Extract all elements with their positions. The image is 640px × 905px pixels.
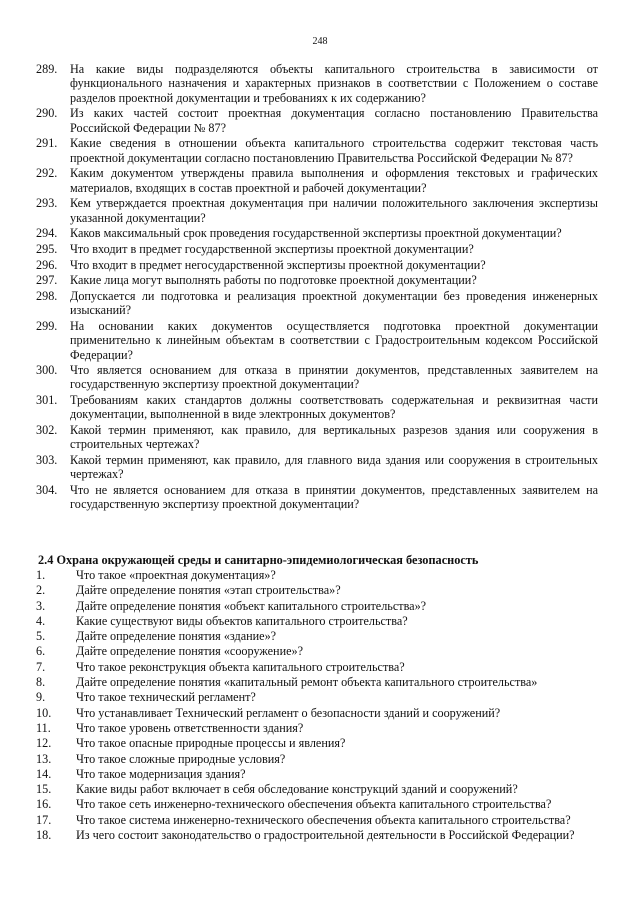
question-text: Дайте определение понятия «этап строительства»?	[76, 583, 341, 598]
question-text: Дайте определение понятия «здание»?	[76, 629, 277, 644]
question-item	[36, 226, 598, 240]
question-number: 290.	[36, 106, 58, 121]
question-item	[36, 797, 602, 812]
question-number: 18.	[36, 828, 52, 843]
question-number: 292.	[36, 166, 58, 181]
question-number: 6.	[36, 644, 46, 659]
question-item	[36, 706, 602, 721]
question-item	[36, 363, 598, 392]
question-item	[36, 629, 602, 644]
question-text: Что устанавливает Технический регламент о безопасности зданий и сооружений?	[76, 705, 501, 720]
question-number: 16.	[36, 797, 52, 812]
question-number: 299.	[36, 318, 58, 333]
question-number: 298.	[36, 288, 58, 303]
question-text: Что входит в предмет негосударственной экспертизы проектной документации?	[70, 257, 486, 272]
question-number: 294.	[36, 226, 58, 241]
question-number: 295.	[36, 241, 58, 256]
question-item	[36, 644, 602, 659]
question-number: 5.	[36, 629, 46, 644]
question-number: 303.	[36, 453, 58, 468]
question-text: Какие виды работ включает в себя обследование конструкций зданий и сооружений?	[76, 782, 518, 797]
question-item	[36, 583, 602, 598]
question-item	[36, 393, 598, 422]
page-number: 248	[312, 36, 328, 47]
question-text: Что такое опасные природные процессы и явления?	[76, 736, 346, 751]
question-item	[36, 813, 602, 828]
question-item	[36, 423, 598, 452]
question-item	[36, 319, 598, 362]
question-item	[36, 196, 598, 225]
question-number: 291.	[36, 136, 58, 151]
question-text: Что такое «проектная документация»?	[76, 568, 276, 582]
question-item	[36, 767, 602, 782]
question-item	[36, 660, 602, 675]
question-number: 293.	[36, 196, 58, 211]
question-text: Что такое сложные природные условия?	[76, 751, 286, 766]
question-number: 2.	[36, 583, 46, 598]
question-text: Какой термин применяют, как правило, для вертикальных разрезов здания или сооружения в строительных чертежах?	[70, 423, 598, 452]
question-number: 10.	[36, 705, 52, 720]
question-number: 9.	[36, 690, 46, 705]
question-text: Требованиям каких стандартов должны соответствовать содержательная и реквизитная части документации, выполненной в виде электронных документов?	[70, 393, 598, 422]
question-item	[36, 106, 598, 135]
question-text: Каким документом утверждены правила выполнения и оформления текстовых и графических материалов, входящих в состав проектной и рабочей документации?	[70, 166, 598, 195]
question-text: Что такое технический регламент?	[76, 690, 256, 705]
question-item	[36, 289, 598, 318]
question-text: На какие виды подразделяются объекты капитального строительства в зависимости от функционального назначения и характерных признаков в соответствии с Положением о составе разделов проектной документации и требованиях к их содержанию?	[70, 62, 598, 105]
question-item	[36, 166, 598, 195]
question-text: Из каких частей состоит проектная документация согласно постановлению Правительства Российской Федерации № 87?	[70, 106, 598, 135]
question-text: Какие существуют виды объектов капитального строительства?	[76, 613, 408, 628]
question-number: 304.	[36, 483, 58, 498]
question-number: 12.	[36, 736, 52, 751]
question-item	[36, 62, 598, 105]
question-text: Что такое система инженерно-технического обеспечения объекта капитального строительства?	[76, 812, 571, 827]
question-number: 4.	[36, 613, 46, 628]
question-number: 300.	[36, 363, 58, 378]
question-number: 301.	[36, 393, 58, 408]
question-number: 17.	[36, 812, 52, 827]
question-number: 289.	[36, 62, 58, 76]
question-number: 11.	[36, 720, 51, 735]
question-item	[36, 782, 602, 797]
question-text: Дайте определение понятия «объект капитального строительства»?	[76, 598, 427, 613]
question-item	[36, 242, 598, 256]
question-item	[36, 690, 602, 705]
question-number: 13.	[36, 751, 52, 766]
question-item	[36, 453, 598, 482]
question-text: Что входит в предмет государственной экспертизы проектной документации?	[70, 241, 474, 256]
question-item	[36, 675, 602, 690]
question-item	[36, 136, 598, 165]
question-number: 1.	[36, 568, 46, 582]
question-list-design-documentation	[36, 62, 598, 513]
question-item	[36, 752, 602, 767]
question-number: 14.	[36, 766, 52, 781]
question-item	[36, 273, 598, 287]
question-text: Какие лица могут выполнять работы по подготовке проектной документации?	[70, 273, 477, 288]
question-text: Дайте определение понятия «капитальный ремонт объекта капитального строительства»	[76, 675, 538, 690]
question-text: На основании каких документов осуществляется подготовка проектной документации применительно к линейным объектам в соответствии с Градостроительным кодексом Российской Федерации?	[70, 318, 598, 362]
question-text: Что не является основанием для отказа в принятии документов, представленных заявителем на государственную экспертизу проектной документации?	[70, 483, 598, 512]
question-text: Что такое уровень ответственности здания?	[76, 720, 304, 735]
question-list-environment-safety	[36, 568, 602, 843]
question-number: 15.	[36, 782, 52, 797]
question-item	[36, 614, 602, 629]
question-text: Что такое сеть инженерно-технического обеспечения объекта капитального строительства?	[76, 797, 552, 812]
question-item	[36, 599, 602, 614]
question-number: 296.	[36, 257, 58, 272]
question-text: Какие сведения в отношении объекта капитального строительства содержит текстовая часть проектной документации согласно постановлению Правительства Российской Федерации № 87?	[70, 136, 598, 165]
question-item	[36, 828, 602, 843]
question-text: Дайте определение понятия «сооружение»?	[76, 644, 304, 659]
question-text: Что такое реконструкция объекта капитального строительства?	[76, 659, 405, 674]
question-number: 7.	[36, 659, 46, 674]
question-item	[36, 258, 598, 272]
question-text: Что такое модернизация здания?	[76, 766, 246, 781]
question-number: 8.	[36, 675, 46, 690]
question-text: Каков максимальный срок проведения государственной экспертизы проектной документации?	[70, 226, 562, 241]
question-item	[36, 483, 598, 512]
question-number: 302.	[36, 423, 58, 438]
question-number: 3.	[36, 598, 46, 613]
question-item	[36, 568, 602, 583]
question-text: Допускается ли подготовка и реализация проектной документации без проведения инженерных изысканий?	[70, 288, 598, 318]
question-text: Что является основанием для отказа в принятии документов, представленных заявителем на государственную экспертизу проектной документации?	[70, 363, 598, 392]
question-item	[36, 721, 602, 736]
question-text: Из чего состоит законодательство о градостроительной деятельности в Российской Федерации?	[76, 828, 575, 843]
question-text: Какой термин применяют, как правило, для главного вида здания или сооружения в строительных чертежах?	[70, 453, 598, 482]
question-text: Кем утверждается проектная документация при наличии положительного заключения экспертизы указанной документации?	[70, 196, 598, 225]
section-title: 2.4 Охрана окружающей среды и санитарно-эпидемиологическая безопасность	[38, 553, 479, 567]
question-number: 297.	[36, 273, 58, 288]
question-item	[36, 736, 602, 751]
